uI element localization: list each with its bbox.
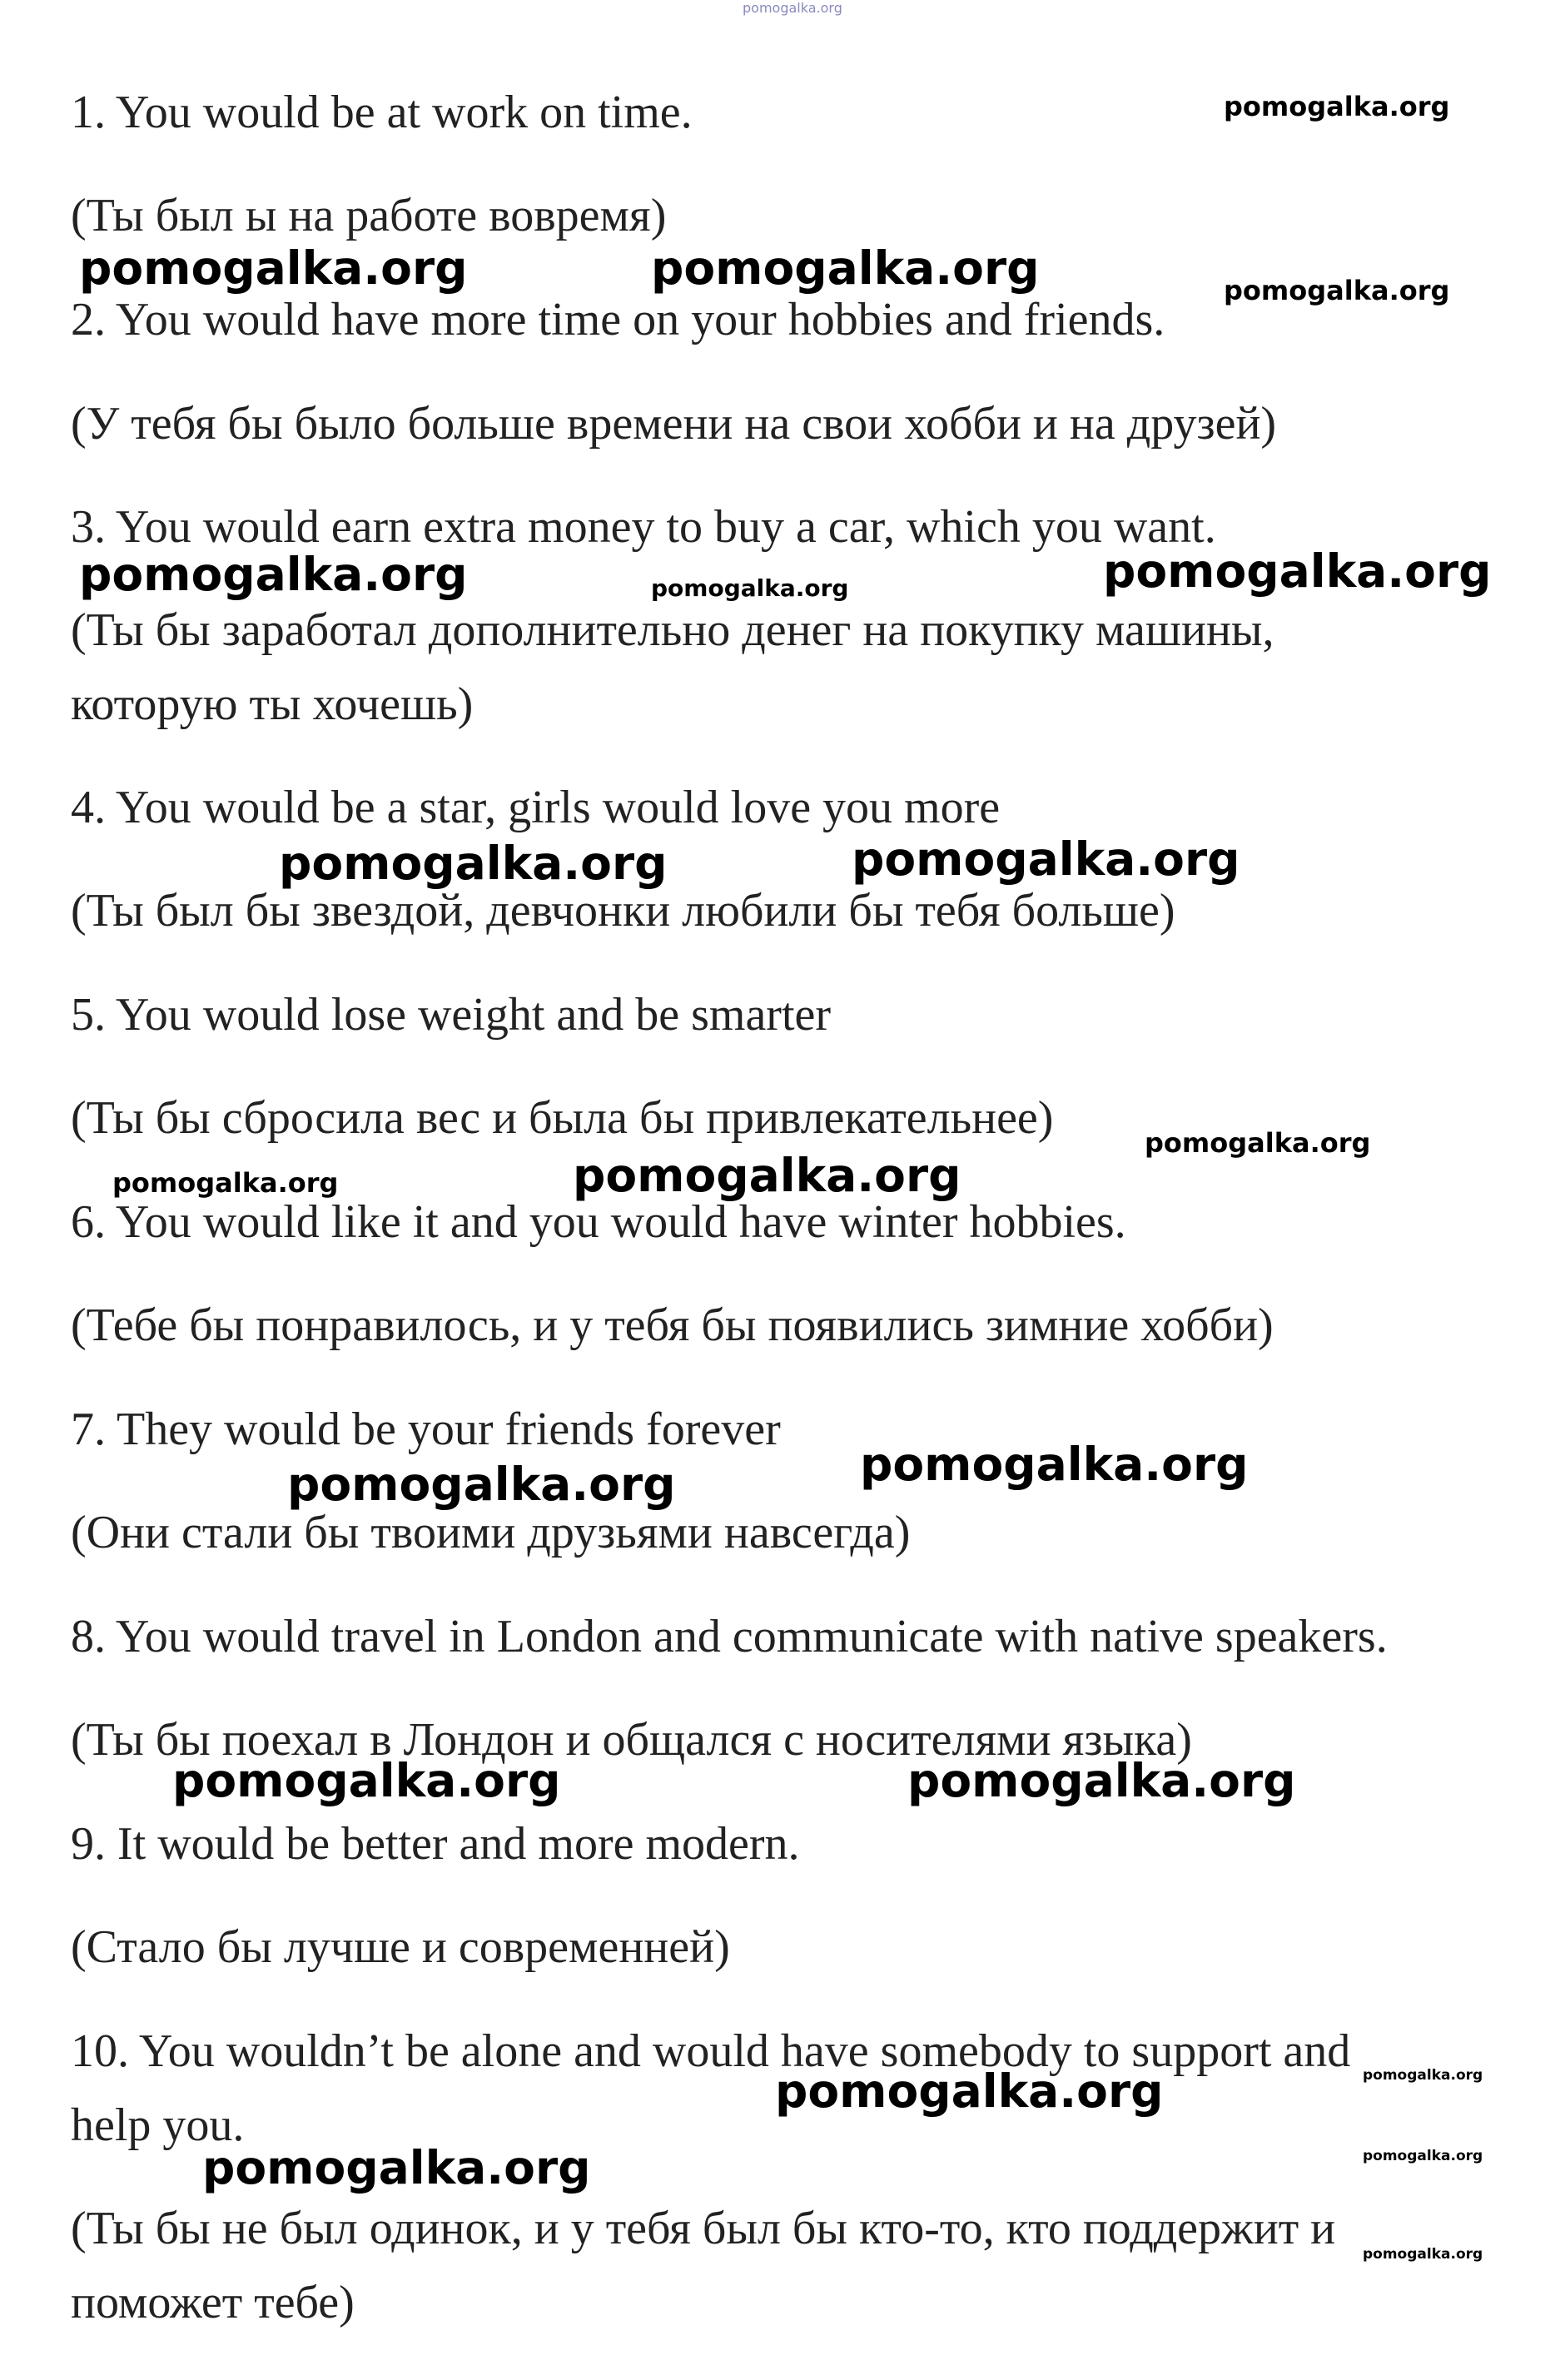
item-10-translation-line-2: поможет тебе) — [71, 2277, 355, 2328]
watermark: pomogalka.org — [279, 837, 668, 890]
item-6-english: 6. You would like it and you would have winter hobbies. — [71, 1196, 1126, 1248]
item-10-english-line-2: help you. — [71, 2099, 245, 2151]
item-4-translation: (Ты был бы звездой, девчонки любили бы тебя больше) — [71, 885, 1175, 937]
watermark: pomogalka.org — [1363, 2067, 1483, 2084]
item-8-translation: (Ты бы поехал в Лондон и общался с носителями языка) — [71, 1714, 1192, 1766]
item-5-translation: (Ты бы сбросила вес и была бы привлекательнее) — [71, 1092, 1054, 1144]
watermark: pomogalka.org — [1224, 91, 1450, 122]
watermark: pomogalka.org — [79, 241, 468, 295]
item-5-english: 5. You would lose weight and be smarter — [71, 989, 832, 1041]
watermark: pomogalka.org — [860, 1438, 1249, 1491]
watermark: pomogalka.org — [1145, 1127, 1371, 1159]
item-9-english: 9. It would be better and more modern. — [71, 1818, 800, 1870]
item-3-translation-line-1: (Ты бы заработал дополнительно денег на покупку машины, — [71, 604, 1274, 656]
watermark: pomogalka.org — [775, 2064, 1164, 2118]
item-3-english: 3. You would earn extra money to buy a car, which you want. — [71, 501, 1216, 553]
item-9-translation: (Стало бы лучше и современней) — [71, 1921, 730, 1973]
header-watermark: pomogalka.org — [743, 0, 842, 16]
watermark: pomogalka.org — [1363, 2148, 1483, 2164]
watermark: pomogalka.org — [852, 832, 1240, 886]
watermark: pomogalka.org — [651, 241, 1040, 295]
watermark: pomogalka.org — [1363, 2246, 1483, 2263]
item-10-translation-line-1: (Ты бы не был одинок, и у тебя был бы кто-то, кто поддержит и — [71, 2203, 1336, 2254]
watermark: pomogalka.org — [172, 1754, 561, 1807]
watermark: pomogalka.org — [907, 1754, 1296, 1807]
watermark: pomogalka.org — [1224, 275, 1450, 306]
item-2-english: 2. You would have more time on your hobbies and friends. — [71, 294, 1165, 345]
item-2-translation: (У тебя бы было больше времени на свои хобби и на друзей) — [71, 398, 1277, 450]
watermark: pomogalka.org — [651, 574, 849, 602]
item-6-translation: (Тебе бы понравилось, и у тебя бы появились зимние хобби) — [71, 1299, 1274, 1351]
watermark: pomogalka.org — [573, 1149, 961, 1202]
item-3-translation-line-2: которую ты хочешь) — [71, 678, 474, 730]
watermark: pomogalka.org — [79, 548, 468, 601]
watermark: pomogalka.org — [112, 1167, 339, 1199]
item-1-english: 1. You would be at work on time. — [71, 87, 693, 138]
item-4-english: 4. You would be a star, girls would love you more — [71, 782, 1001, 833]
item-7-translation: (Они стали бы твоими друзьями навсегда) — [71, 1507, 911, 1558]
watermark: pomogalka.org — [202, 2141, 591, 2194]
item-8-english: 8. You would travel in London and communicate with native speakers. — [71, 1611, 1388, 1662]
item-10-english-line-1: 10. You wouldn’t be alone and would have somebody to support and — [71, 2025, 1351, 2077]
watermark: pomogalka.org — [287, 1458, 676, 1511]
watermark: pomogalka.org — [1103, 544, 1492, 598]
item-1-translation: (Ты был ы на работе вовремя) — [71, 190, 667, 241]
item-7-english: 7. They would be your friends forever — [71, 1404, 781, 1455]
